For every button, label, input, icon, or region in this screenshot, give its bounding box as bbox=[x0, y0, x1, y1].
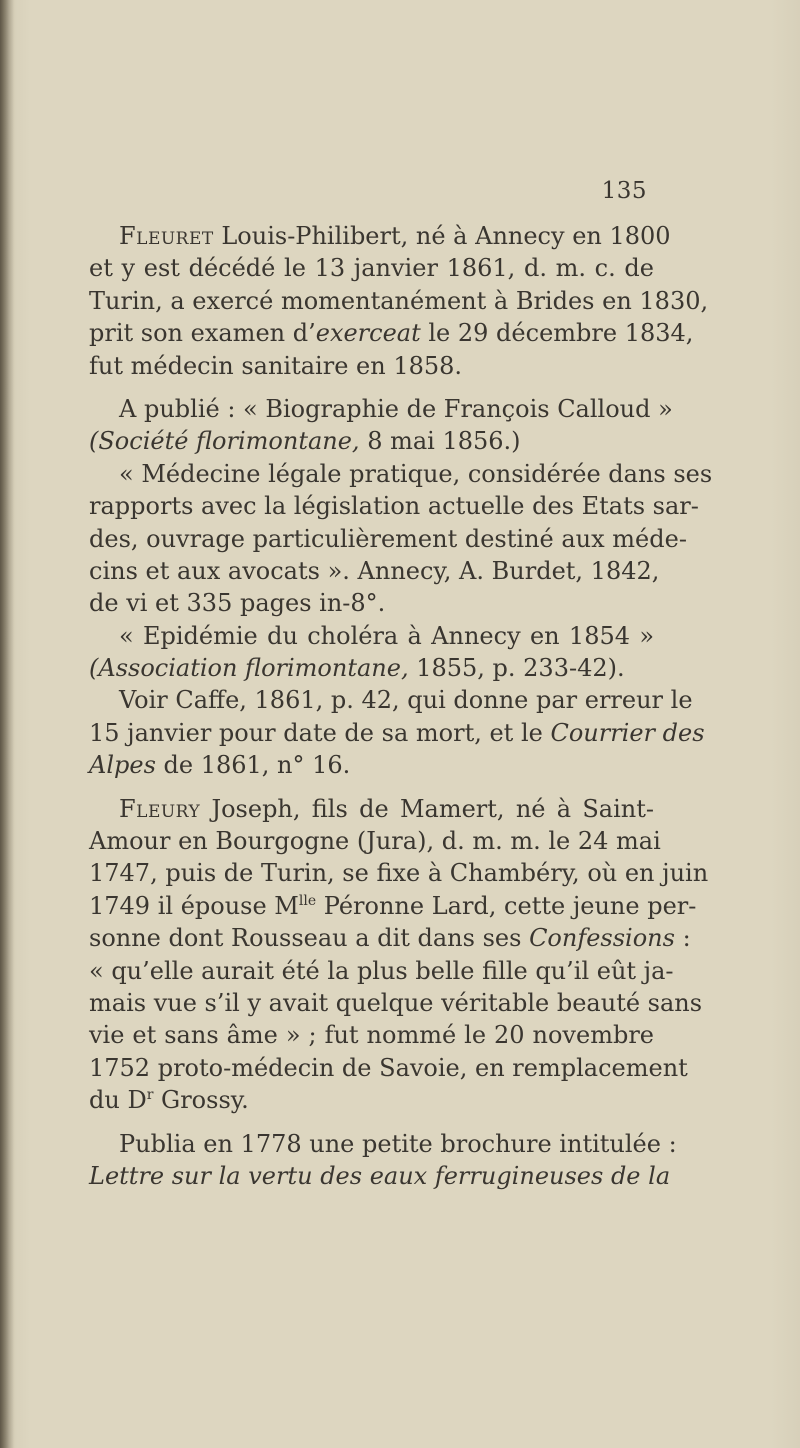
text-line: rapports avec la législation actuelle des Etats sar- bbox=[89, 492, 699, 521]
page-number: 135 bbox=[601, 178, 647, 204]
page-body-text bbox=[89, 220, 713, 1192]
text-line: fut médecin sanitaire en 1858. bbox=[89, 351, 463, 380]
text-line: des, ouvrage particulièrement destiné aux méde- bbox=[89, 524, 687, 553]
text-line: (Association florimontane, 1855, p. 233-42). bbox=[89, 654, 625, 683]
text-line: (Société florimontane, 8 mai 1856.) bbox=[89, 427, 521, 456]
text-line: 1752 proto-médecin de Savoie, en remplacement bbox=[89, 1053, 688, 1082]
text-line: sonne dont Rousseau a dit dans ses Confessions : bbox=[89, 924, 691, 953]
entry-name-fleury: Fleury bbox=[119, 794, 201, 823]
text-line: « Epidémie du choléra à Annecy en 1854 » bbox=[119, 621, 654, 650]
text-line: Turin, a exercé momentanément à Brides en 1830, bbox=[89, 286, 709, 315]
text-line: 1749 il épouse $M^{lle}$ Péronne Lard, cette jeune per- bbox=[89, 891, 697, 920]
text-line: cins et aux avocats ». Annecy, A. Burdet, 1842, bbox=[89, 556, 660, 585]
text-line: 1747, puis de Turin, se fixe à Chambéry, où en juin bbox=[89, 859, 709, 888]
text-line: Fleury Joseph, fils de Mamert, né à Saint- bbox=[119, 794, 654, 823]
text-line: « Médecine légale pratique, considérée dans ses bbox=[119, 459, 713, 488]
text-line: du $D^r$ Grossy. bbox=[89, 1086, 249, 1115]
text-line: de vi et 335 pages in-8°. bbox=[89, 589, 386, 618]
text-line: Voir Caffe, 1861, p. 42, qui donne par erreur le bbox=[119, 686, 693, 715]
text-line: et y est décédé le 13 janvier 1861, d. m. c. de bbox=[89, 254, 654, 283]
text-line: A publié : « Biographie de François Calloud » bbox=[119, 394, 673, 423]
entry-name-fleuret: Fleuret bbox=[119, 222, 214, 250]
text-line: « qu’elle aurait été la plus belle fille qu’il eût ja- bbox=[89, 956, 674, 985]
text-line: prit son examen d’exerceat le 29 décembre 1834, bbox=[89, 319, 694, 348]
text-line: Fleuret Louis-Philibert, né à Annecy en 1800 bbox=[119, 222, 671, 250]
text-line: Alpes de 1861, n° 16. bbox=[89, 751, 351, 780]
text-line: Lettre sur la vertu des eaux ferrugineuses de la bbox=[89, 1161, 671, 1190]
binding-shadow bbox=[0, 0, 14, 1448]
text-line: 15 janvier pour date de sa mort, et le Courrier des bbox=[89, 718, 705, 747]
text-line: Publia en 1778 une petite brochure intitulée : bbox=[119, 1129, 677, 1158]
text-line: mais vue s’il y avait quelque véritable beauté sans bbox=[89, 988, 703, 1017]
text-line: vie et sans âme » ; fut nommé le 20 novembre bbox=[89, 1021, 654, 1050]
text-line: Amour en Bourgogne (Jura), d. m. m. le 24 mai bbox=[89, 827, 661, 856]
